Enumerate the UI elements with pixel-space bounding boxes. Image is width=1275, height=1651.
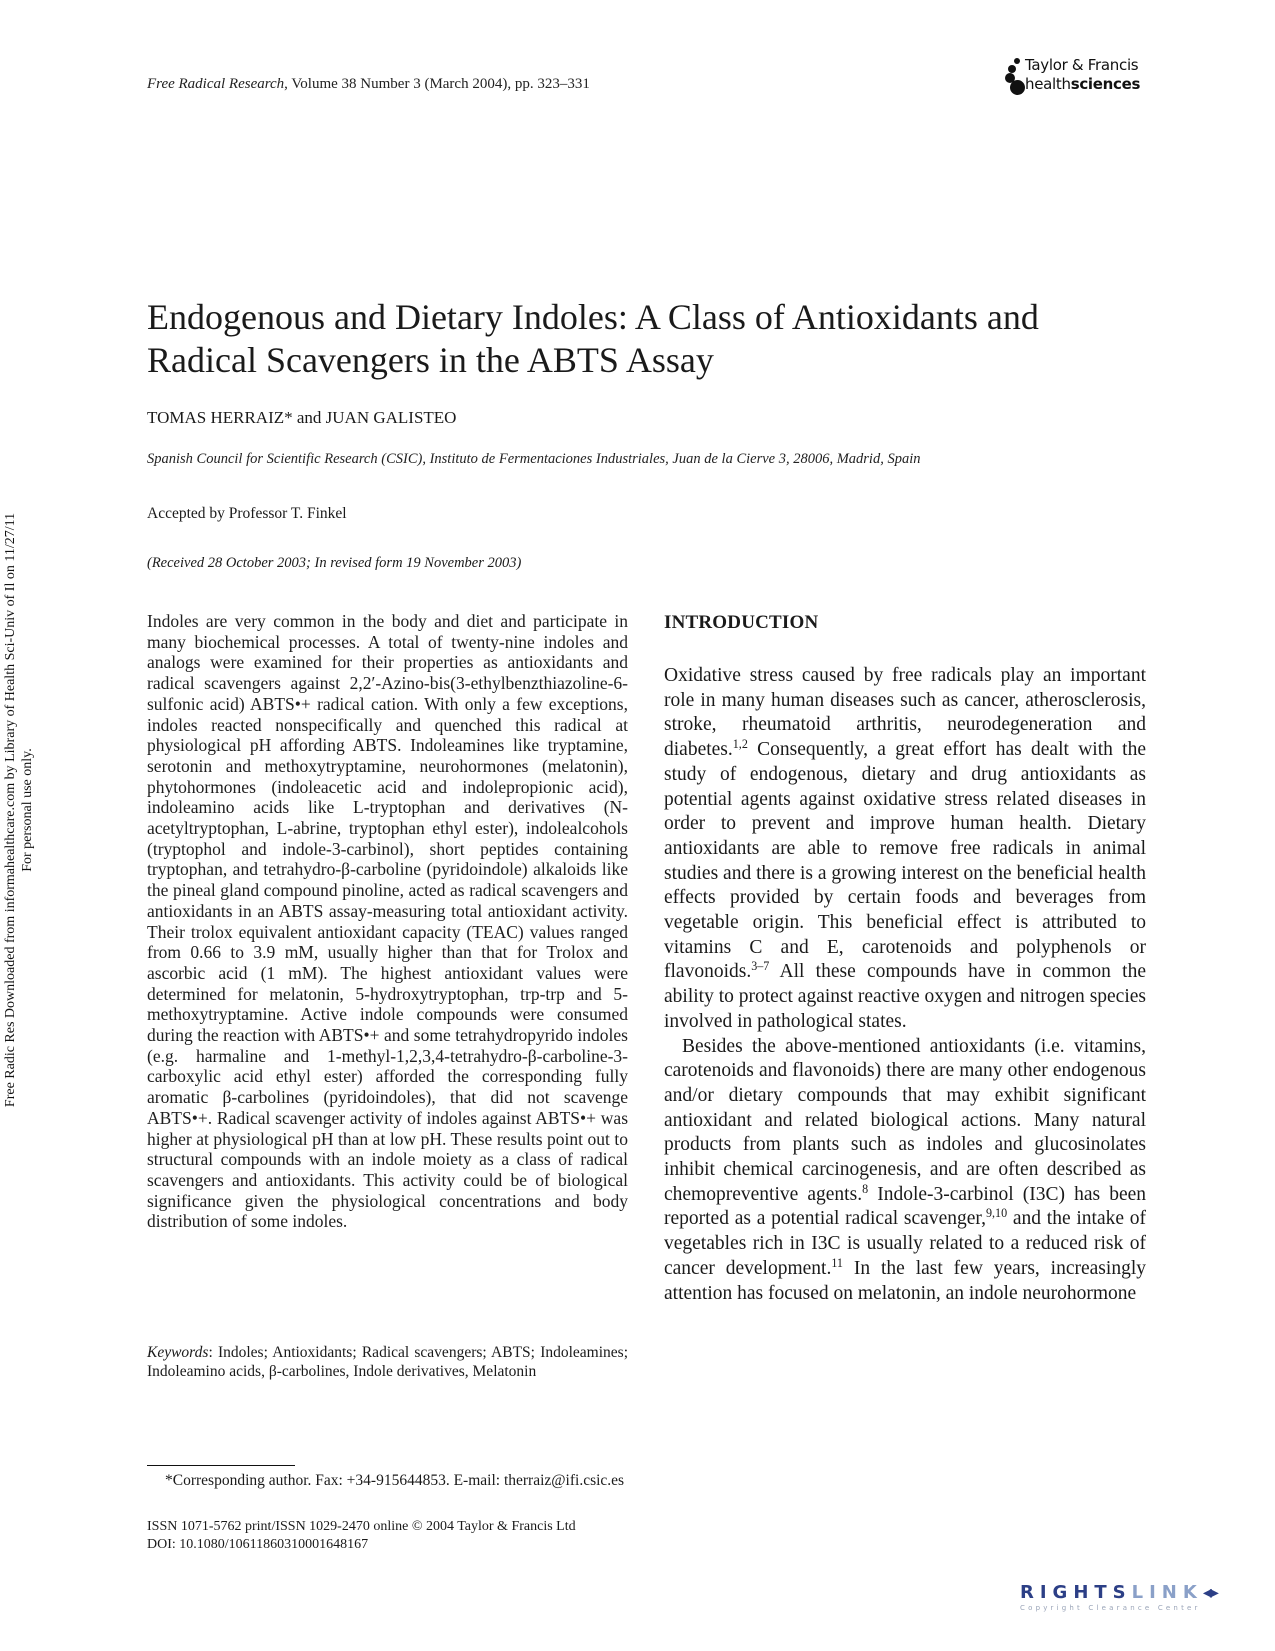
keywords-label: Keywords: [147, 1344, 209, 1361]
intro-paragraph-1: Oxidative stress caused by free radicals play an important role in many human diseases such as cancer, atherosclerosis, stroke, rheumatoid arthritis, neurodegeneration and diabetes.$^{1,2}$ Consequently, a great effort has dealt with the study of endogenous, dietary and drug antioxidants as potential agents against oxidative stress related diseases in order to prevent and improve human health. Dietary antioxidants are able to remove free radicals in animal studies and there is a growing interest on the beneficial health effects provided by certain foods and beverages from vegetable origin. This beneficial effect is attributed to vitamins C and E, carotenoids and polyphenols or flavonoids.$^{3-7}$ All these compounds have in common the ability to protect against reactive oxygen and nitrogen species involved in pathological states.: [664, 665, 1146, 1032]
rightslink-tagline: Copyright Clearance Center: [1020, 1604, 1201, 1612]
publisher-name: Taylor & Francis healthsciences: [1025, 56, 1141, 93]
keywords: [147, 1344, 628, 1381]
citation-ref: 1,2: [732, 736, 748, 751]
arrows-icon: ◂▸: [1202, 1582, 1217, 1603]
received-dates: (Received 28 October 2003; In revised form 19 November 2003): [147, 555, 522, 571]
rightslink-wordmark: RIGHTSLINK◂▸: [1020, 1582, 1217, 1603]
article-title: Endogenous and Dietary Indoles: A Class of Antioxidants and Radical Scavengers in the ABTS Assay: [147, 297, 1039, 380]
doi: DOI: 10.1080/10611860310001648167: [147, 1537, 369, 1552]
corresponding-author-footnote: *Corresponding author. Fax: +34-915644853. E-mail: therraiz@ifi.csic.es: [165, 1472, 625, 1489]
journal-citation: [147, 76, 590, 93]
download-stamp: [2, 470, 52, 1150]
affiliation: Spanish Council for Scientific Research (CSIC), Instituto de Fermentaciones Industriales, Juan de la Cierve 3, 28006, Madrid, Spain: [147, 451, 921, 467]
rightslink-logo[interactable]: [1020, 1582, 1250, 1622]
accepted-by: Accepted by Professor T. Finkel: [147, 505, 347, 522]
dots-logo-icon: [1003, 56, 1027, 96]
citation-ref: 11: [831, 1255, 843, 1270]
citation-ref: 9,10: [985, 1206, 1008, 1221]
publisher-logo: [1003, 56, 1163, 96]
citation-ref: 8: [862, 1181, 869, 1196]
abstract: [147, 611, 628, 1232]
intro-paragraph-2: Besides the above-mentioned antioxidants (i.e. vitamins, carotenoids and flavonoids) there are many other endogenous and/or dietary compounds that may exhibit significant antioxidant and related biological actions. Many natural products from plants such as indoles and glucosinolates inhibit chemical carcinogenesis, and are often described as chemopreventive agents.$^8$ Indole-3-carbinol (I3C) has been reported as a potential radical scavenger,$^{9,10}$ and the intake of vegetables rich in I3C is usually related to a reduced risk of cancer development.$^{11}$ In the last few years, increasingly attention has focused on melatonin, an indole neurohormone: [664, 1035, 1147, 1304]
authors: TOMAS HERRAIZ* and JUAN GALISTEO: [147, 408, 457, 427]
download-stamp-line1: Free Radic Res Downloaded from informahealthcare.com by Library of Health Sci-Univ of Il on 11/27/11: [3, 512, 18, 1108]
download-stamp-line2: For personal use only.: [20, 748, 35, 872]
footnote-divider: [147, 1465, 295, 1466]
journal-details: , Volume 38 Number 3 (March 2004), pp. 323–331: [284, 76, 590, 92]
keywords-text: : Indoles; Antioxidants; Radical scavengers; ABTS; Indoleamines; Indoleamino acids, β-carbolines, Indole derivatives, Melatonin: [147, 1344, 628, 1380]
issn: ISSN 1071-5762 print/ISSN 1029-2470 online © 2004 Taylor & Francis Ltd: [147, 1519, 576, 1534]
abstract-text: Indoles are very common in the body and diet and participate in many biochemical processes. A total of twenty-nine indoles and analogs were examined for their properties as antioxidants and radical scavengers against 2,2′-Azino-bis(3-ethylbenzthiazoline-6-sulfonic acid) ABTS•+ radical cation. With only a few exceptions, indoles reacted nonspecifically and quenched this radical at physiological pH affording ABTS. Indoleamines like tryptamine, serotonin and methoxytryptamine, neurohormones (melatonin), phytohormones (indoleacetic acid and indolepropionic acid), indoleamino acids like L-tryptophan and derivatives (N-acetyltryptophan, L-abrine, tryptophan ethyl ester), indolealcohols (tryptophol and indole-3-carbinol), short peptides containing tryptophan, and tetrahydro-β-carboline (pyridoindole) alkaloids like the pineal gland compound pinoline, acted as radical scavengers and antioxidants in an ABTS assay-measuring total antioxidant activity. Their trolox equivalent antioxidant capacity (TEAC) values ranged from 0.66 to 3.9 mM, usually higher than that for Trolox and ascorbic acid (1 mM). The highest antioxidant values were determined for melatonin, 5-hydroxytryptophan, trp-trp and 5-methoxytryptamine. Active indole compounds were consumed during the reaction with ABTS•+ and some tetrahydropyrido indoles (e.g. harmaline and 1-methyl-1,2,3,4-tetrahydro-β-carboline-3-carboxylic acid ethyl ester) afforded the corresponding fully aromatic β-carbolines (pyridoindoles), that did not scavenge ABTS•+. Radical scavenger activity of indoles against ABTS•+ was higher at physiological pH than at low pH. These results point out to structural compounds with an indole moiety as a class of radical scavengers and antioxidants. This activity could be of biological significance given the physiological concentrations and body distribution of some indoles.: [147, 611, 628, 1232]
issn-doi-block: [147, 1518, 576, 1554]
section-heading: INTRODUCTION: [664, 612, 819, 633]
journal-name: Free Radical Research: [147, 76, 285, 92]
introduction-section: [664, 612, 1146, 1306]
citation-ref: 3–7: [751, 959, 770, 974]
